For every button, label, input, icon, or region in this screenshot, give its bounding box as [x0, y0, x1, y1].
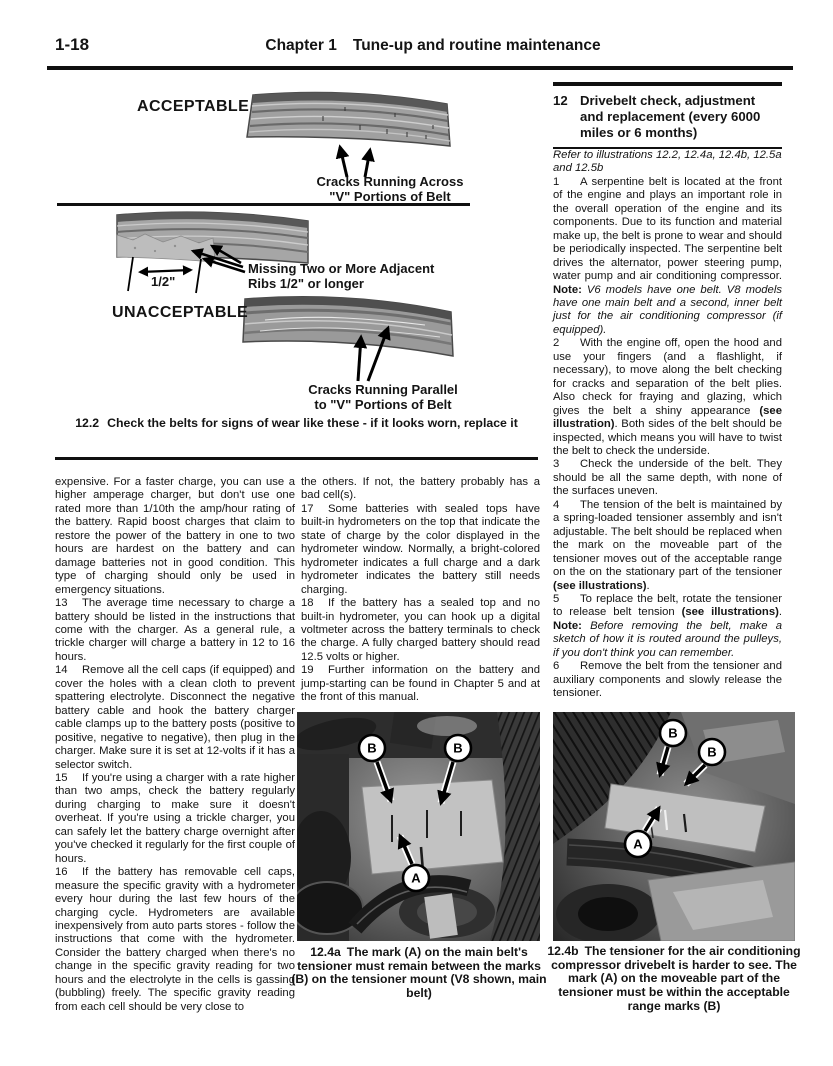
para-number: 4: [553, 498, 560, 511]
svg-text:A: A: [633, 836, 643, 852]
paragraph-5: [553, 593, 782, 660]
svg-text:B: B: [453, 740, 463, 756]
photo-main-belt-tensioner: [297, 712, 540, 941]
callout-marker-b: [445, 735, 471, 761]
paragraph-15: [55, 772, 295, 866]
paragraph-4: [553, 499, 782, 593]
para-text: .: [778, 606, 782, 619]
para-number: 1: [553, 175, 560, 188]
engine-bay-photo-b: [553, 712, 795, 941]
para-text: If the battery has a sealed top and no built-in hydrometer, you can hook up a digital voltmeter across the battery terminals to check the charge. A fully charged battery should read 12.5 volts or higher.: [301, 597, 540, 663]
section-heading: [553, 93, 782, 141]
belt-missing-ribs-image: [117, 212, 308, 263]
paragraph-2: [553, 337, 782, 458]
figure-caption-number: 12.2: [75, 416, 100, 430]
para-text: .: [646, 579, 650, 592]
callout-marker-b: [660, 720, 686, 746]
note-text: Before removing the belt, make a sketch of how it is routed around the pulleys, if you don't think you can remember.: [553, 619, 782, 659]
paragraph-12-continued: [55, 476, 295, 597]
note-label: Note:: [553, 283, 582, 296]
callout-missing-ribs: [248, 262, 434, 291]
svg-text:B: B: [707, 744, 717, 760]
refer-line: [553, 149, 782, 176]
header-rule: [47, 66, 793, 70]
para-text: the others. If not, the battery probably has a bad cell(s).: [301, 476, 540, 502]
column-right: [553, 82, 782, 701]
note-label: Note:: [553, 619, 582, 632]
figure-bottom-rule: [55, 457, 538, 460]
paragraph-16: [55, 866, 295, 1014]
photo-caption-number: 12.4b: [547, 944, 579, 958]
para-number: 6: [553, 660, 560, 673]
see-illustration-ref: (see illustration): [553, 404, 782, 431]
para-text: To replace the belt, rotate the tensioner to release belt tension: [553, 592, 782, 619]
photo-ac-compressor-tensioner: [553, 712, 795, 941]
photo-caption-number: 12.4a: [310, 945, 341, 959]
chapter-title: Tune-up and routine maintenance: [352, 37, 601, 54]
svg-text:A: A: [411, 870, 421, 886]
callout-line: Cracks Running Parallel: [308, 382, 458, 397]
refer-text: Refer to illustrations 12.2, 12.4a, 12.4b, 12.5a and 12.5b: [553, 149, 782, 175]
section-title: Drivebelt check, adjustment and replacement (every 6000 miles or 6 months): [580, 92, 761, 140]
para-number: 14: [55, 664, 68, 677]
callout-line: Missing Two or More Adjacent: [248, 261, 435, 276]
half-inch-label: 1/2": [151, 274, 176, 289]
para-number: 2: [553, 337, 560, 350]
paragraph-18: [301, 597, 540, 664]
callout-marker-a: [625, 831, 651, 857]
para-number: 15: [55, 771, 68, 784]
para-text: If you're using a charger with a rate higher than two amps, check the battery regularly during charging to make sure it doesn't overheat. If you're using a trickle charger, you can safely let the battery charge overnight after you've checked it regularly for the first couple of hours.: [55, 771, 295, 865]
photo-caption-text: The tensioner for the air conditioning compressor drivebelt is harder to see. The mark (A) on the moveable part of the tensioner must be within the acceptable range marks (B): [551, 944, 801, 1013]
column-middle: [301, 476, 540, 705]
paragraph-13: [55, 597, 295, 664]
para-number: 16: [55, 866, 68, 879]
paragraph-16-continued: [301, 476, 540, 503]
photo-caption-12-4a: [288, 946, 550, 1001]
unacceptable-label: UNACCEPTABLE: [112, 304, 249, 321]
para-number: 3: [553, 458, 560, 471]
callout-marker-b: [359, 735, 385, 761]
page-number: 1-18: [55, 35, 90, 54]
see-illustration-ref: (see illustrations): [681, 606, 779, 619]
para-text: The average time necessary to charge a battery should be listed in the instructions that come with the charger. As a general rule, a trickle charger will charge a battery in 12 to 16 hours.: [55, 597, 295, 663]
para-text: The tension of the belt is maintained by a spring-loaded tensioner assembly and isn't adjustable. The belt should be replaced when the mark on the moveable part of the tensioner moves out of the acceptable range on the on the stationary part of the tensioner: [553, 498, 782, 579]
para-text: Remove all the cell caps (if equipped) and cover the holes with a clean cloth to prevent spattering electrolyte. Disconnect the negative battery cable and hook the battery charger cable clamps up to the battery posts (positive to positive, negative to negative), then plug in the charger. Make sure it is set at 12-volts if it has a selector switch.: [55, 664, 295, 771]
para-text: Some batteries with sealed tops have built-in hydrometers on the top that indicate the state of charge by the color displayed in the hydrometer window. Normally, a bright-colored hydrometer indicates a full charge and a dark hydrometer indicates the battery still needs charging.: [301, 502, 540, 596]
callout-cracks-parallel: [288, 383, 478, 412]
paragraph-14: [55, 664, 295, 772]
para-number: 19: [301, 664, 314, 677]
paragraph-17: [301, 503, 540, 597]
para-text: If the battery has removable cell caps, measure the specific gravity with a hydrometer every hour during the last few hours of the charging cycle. Hydrometers are available inexpensively from auto parts stores - follow the instructions that come with the hydrometer. Consider the battery charged when there's no change in the specific gravity reading for two hours and the electrolyte in the cells is gassing (bubbling) freely. The specific gravity reading from each cell should be very close to: [55, 866, 295, 1013]
section-number: 12: [553, 92, 568, 108]
svg-text:B: B: [668, 725, 678, 741]
callout-cracks-across: [295, 175, 485, 204]
figure-caption-text: Check the belts for signs of wear like these - if it looks worn, replace it: [107, 416, 518, 430]
para-number: 18: [301, 597, 314, 610]
para-text: With the engine off, open the hood and use your fingers (and a flashlight, if necessary), to move along the belt checking for cracks and separation of the belt plies. Also check for fraying and glazing, which gives the belt a shiny appearance: [553, 337, 782, 417]
belt-acceptable-image: [247, 92, 450, 146]
paragraph-1: [553, 176, 782, 337]
chapter-label: Chapter 1: [265, 37, 337, 54]
para-text: Further information on the battery and jump-starting can be found in Chapter 5 and at the front of this manual.: [301, 664, 540, 704]
engine-bay-photo-a: [297, 712, 540, 941]
figure-belt-wear-chart: [55, 85, 538, 457]
cracks-across-arrows: [340, 147, 370, 177]
para-text: Remove the belt from the tensioner and auxiliary components and slowly release the tensioner.: [553, 660, 782, 700]
callout-marker-a: [403, 865, 429, 891]
see-illustration-ref: (see illustrations): [553, 579, 647, 592]
tensioner-bracket-shape: [362, 780, 503, 874]
callout-line: to "V" Portions of Belt: [314, 396, 452, 412]
figure-caption: [55, 416, 538, 430]
para-number: 5: [553, 592, 560, 605]
para-text: A serpentine belt is located at the front of the engine and plays an important role in the overall operation of the engine and its components. Due to its function and material make up, the belt is prone to wear and should be periodically inspected. The serpentine belt drives the alternator, power steering pump, water pump and air conditioning compressor.: [553, 175, 782, 283]
paragraph-6: [553, 660, 782, 700]
callout-line: Cracks Running Across: [316, 174, 464, 189]
note-text: V6 models have one belt. V8 models have one main belt and a second, inner belt just for the air conditioning compressor (if equipped).: [553, 283, 782, 336]
para-text: . Both sides of the belt should be inspected, which means you will have to twist the belt to check the underside.: [553, 418, 782, 457]
callout-line: "V" Portions of Belt: [329, 188, 451, 204]
callout-marker-b: [699, 739, 725, 765]
para-number: 17: [301, 502, 314, 515]
callout-line: Ribs 1/2" or longer: [248, 275, 364, 291]
photo-caption-text: The mark (A) on the main belt's tensioner must remain between the marks (B) on the tensioner mount (V8 shown, main belt): [291, 945, 547, 1001]
paragraph-3: [553, 458, 782, 498]
para-number: 13: [55, 597, 68, 610]
acceptable-label: ACCEPTABLE: [137, 98, 250, 115]
paragraph-19: [301, 664, 540, 704]
belt-cracks-parallel-image: [243, 297, 453, 356]
para-text: Check the underside of the belt. They should be all the same depth, with none of the surfaces uneven.: [553, 458, 782, 498]
svg-text:B: B: [367, 740, 377, 756]
column-left: [55, 476, 295, 1014]
para-text: expensive. For a faster charge, you can use a higher amperage charger, but don't use one rated more than 1/10th the amp/hour rating of the battery. Rapid boost charges that claim to restore the power of the battery in one to two hours are hardest on the battery and can damage batteries not in good condition. This type of charging should only be used in emergency situations.: [55, 476, 295, 596]
chapter-header: [90, 37, 776, 55]
section-rule-top: [553, 82, 782, 86]
photo-caption-12-4b: [541, 945, 807, 1014]
